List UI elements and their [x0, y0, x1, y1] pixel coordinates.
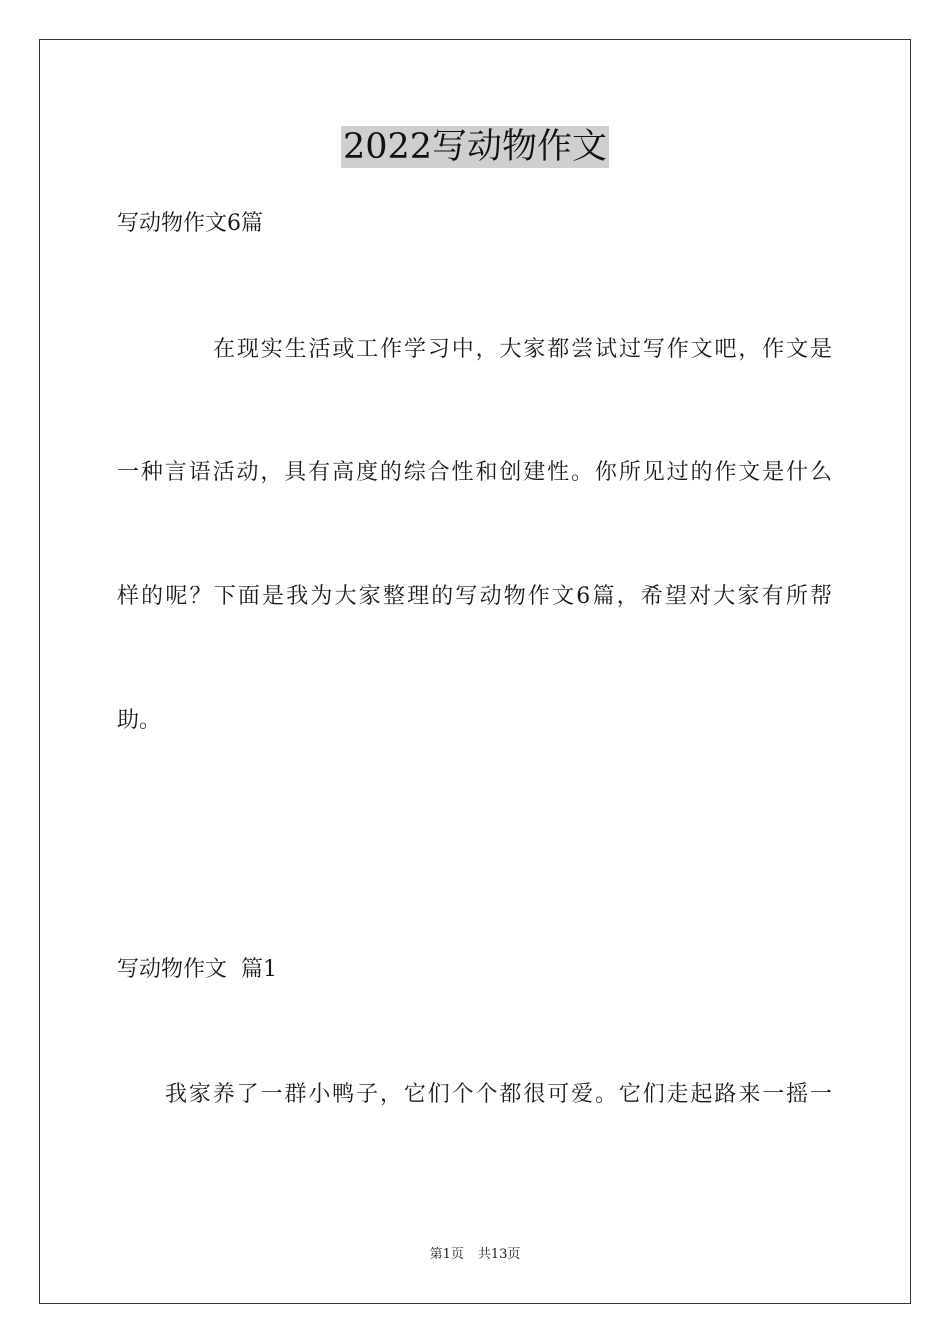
intro-paragraph-line: 在现实生活或工作学习中，大家都尝试过写作文吧，作文是	[213, 337, 832, 362]
section-heading: 写动物作文 篇1	[117, 957, 277, 982]
page-footer	[0, 1246, 950, 1264]
page-total: 共13页	[477, 1247, 521, 1262]
title-container	[0, 126, 950, 168]
intro-paragraph-line: 一种言语活动，具有高度的综合性和创建性。你所见过的作文是什么	[117, 460, 832, 485]
page-number: 第1页	[429, 1247, 464, 1262]
document-subtitle: 写动物作文6篇	[117, 211, 263, 236]
intro-paragraph-line: 样的呢？下面是我为大家整理的写动物作文6篇，希望对大家有所帮	[117, 584, 832, 609]
section-paragraph-line: 我家养了一群小鸭子，它们个个都很可爱。它们走起路来一摇一	[165, 1082, 832, 1107]
document-title: 2022写动物作文	[342, 127, 608, 167]
intro-paragraph-line: 助。	[117, 708, 162, 733]
